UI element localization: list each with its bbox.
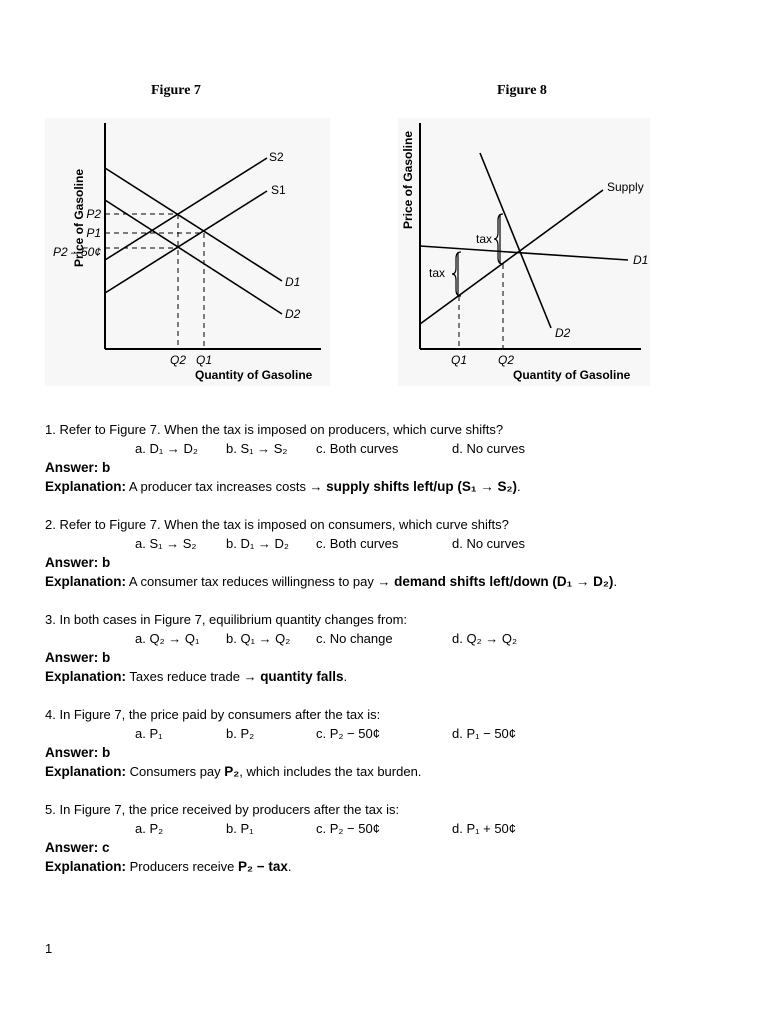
choice-b: b. Q₁ → Q₂ [226,631,291,646]
figure-8-graph [398,118,650,391]
choice-c: c. Both curves [316,441,399,456]
answer: Answer: b [45,745,111,760]
x-axis-label: Quantity of Gasoline [195,368,313,382]
d1-label: D1 [285,275,301,289]
answer: Answer: c [45,840,110,855]
question-text: 4. In Figure 7, the price paid by consumers after the tax is: [45,707,381,722]
q1-label: Q1 [450,353,468,367]
choice-c: c. P₂ − 50¢ [316,726,380,741]
question-2 [45,515,745,591]
choice-b: b. P₂ [226,726,255,741]
answer: Answer: b [45,460,111,475]
choice-d: d. No curves [452,441,525,456]
tax-label-right: tax [476,232,493,246]
d2-label: D2 [555,326,571,340]
question-1 [45,420,745,496]
explanation: Explanation: Consumers pay P₂, which includes the tax burden. [45,764,422,779]
question-5 [45,800,745,876]
x-axis-label: Quantity of Gasoline [513,368,631,382]
explanation: Explanation: A producer tax increases costs → supply shifts left/up (S₁ → S₂). [45,479,521,494]
choice-d: d. P₁ + 50¢ [452,821,517,836]
choices-row [45,724,745,743]
q2-label: Q2 [497,353,515,367]
choices-row [45,439,745,458]
y-axis-label: Price of Gasoline [72,168,86,268]
choice-d: d. No curves [452,536,525,551]
choices-row [45,629,745,648]
question-text: 1. Refer to Figure 7. When the tax is imposed on producers, which curve shifts? [45,422,504,437]
choice-b: b. S₁ → S₂ [226,441,288,456]
answer: Answer: b [45,650,111,665]
choice-d: d. P₁ − 50¢ [452,726,517,741]
question-3 [45,610,745,686]
d2-label: D2 [285,307,301,321]
supply-label: Supply [607,180,644,194]
s1-label: S1 [271,183,286,197]
question-text: 5. In Figure 7, the price received by producers after the tax is: [45,802,400,817]
answer: Answer: b [45,555,111,570]
page-number: 1 [45,941,53,956]
p1-label: P1 [86,226,101,240]
q2-label: Q2 [169,353,187,367]
question-text: 3. In both cases in Figure 7, equilibrium quantity changes from: [45,612,408,627]
choice-a: a. P₂ [135,821,164,836]
figure-7-title: Figure 7 [151,83,201,98]
choice-a: a. Q₂ → Q₁ [135,631,200,646]
y-axis-label: Price of Gasoline [401,130,415,230]
question-text: 2. Refer to Figure 7. When the tax is imposed on consumers, which curve shifts? [45,517,509,532]
q1-label: Q1 [195,353,213,367]
d1-label: D1 [633,253,649,267]
tax-label-left: tax [429,266,446,280]
choices-row [45,534,745,553]
p2-minus-50-label: P2 – 50¢ [52,245,101,259]
p2-label: P2 [86,207,101,221]
choice-a: a. P₁ [135,726,163,741]
choice-b: b. D₁ → D₂ [226,536,289,551]
s2-label: S2 [269,150,284,164]
choice-c: c. Both curves [316,536,399,551]
choice-c: c. P₂ − 50¢ [316,821,380,836]
choice-c: c. No change [316,631,393,646]
explanation: Explanation: Taxes reduce trade → quantity falls. [45,669,348,684]
choice-d: d. Q₂ → Q₂ [452,631,517,646]
choice-a: a. D₁ → D₂ [135,441,198,456]
choices-row [45,819,745,838]
explanation: Explanation: Producers receive P₂ − tax. [45,859,292,874]
figure-8-title: Figure 8 [497,83,547,98]
choice-b: b. P₁ [226,821,254,836]
figure-7-graph [45,118,330,391]
explanation: Explanation: A consumer tax reduces willingness to pay → demand shifts left/down (D₁ → D₂). [45,574,618,589]
choice-a: a. S₁ → S₂ [135,536,197,551]
question-4 [45,705,745,781]
